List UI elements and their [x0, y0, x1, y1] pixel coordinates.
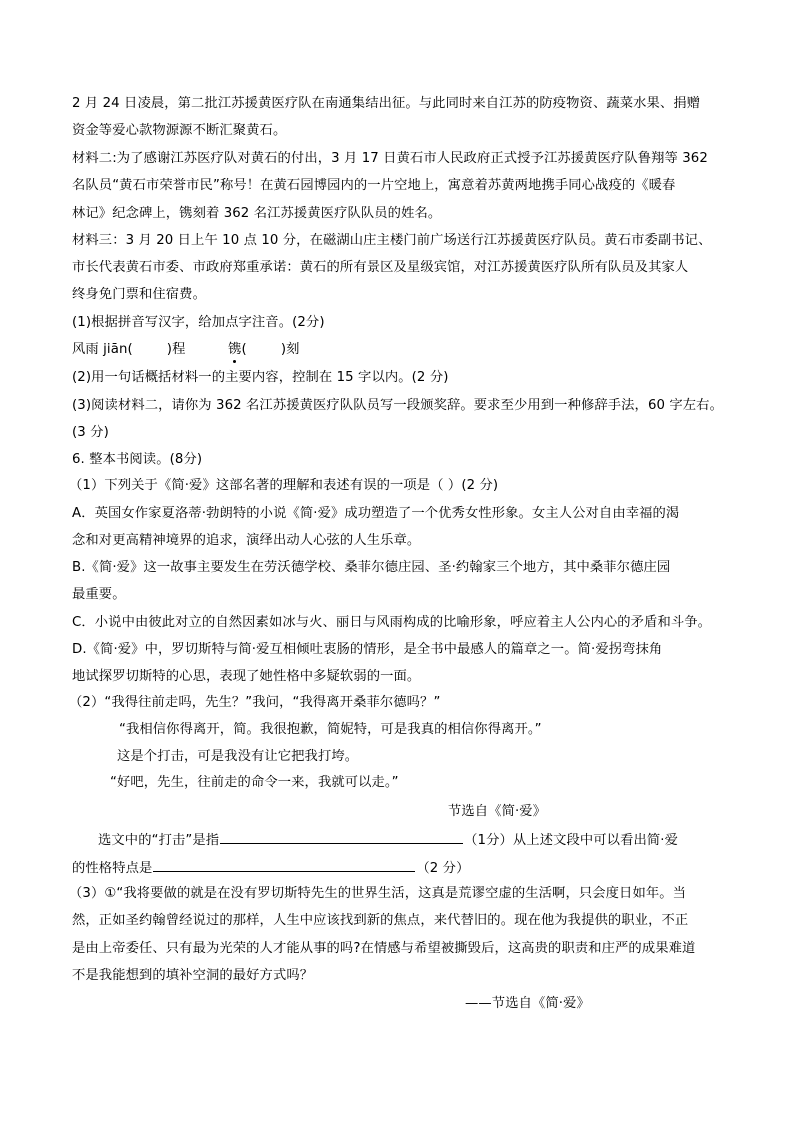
passage-2-line: （2）“我得往前走吗，先生？”我问，“我得离开桑菲尔德吗？” — [69, 695, 441, 710]
passage-3-line: （3）①“我将要做的就是在没有罗切斯特先生的世界生活，这真是荒谬空虚的生活啊，只会度日如年。当 — [69, 886, 687, 901]
answer-blank[interactable] — [220, 830, 463, 844]
passage-3-line: 不是我能想到的填补空洞的最好方式吗？ — [72, 968, 314, 983]
option-b: B.《简·爱》这一故事主要发生在劳沃德学校、桑菲尔德庄园、圣·约翰家三个地方，其中桑菲尔德庄园 — [72, 560, 671, 575]
material-two-line: 材料二:为了感谢江苏医疗队对黄石的付出，3 月 17 日黄石市人民政府正式授予江苏援黄医疗队鲁翔等 362 — [72, 151, 708, 166]
option-c: C．小说中由彼此对立的自然因素如冰与火、丽日与风雨构成的比喻形象，呼应着主人公内心的矛盾和斗争。 — [72, 615, 712, 630]
text-line: 林记》纪念碑上，镌刻着 362 名江苏援黄医疗队队员的姓名。 — [72, 206, 442, 221]
option-a-cont: 念和对更高精神境界的追求，演绎出动人心弦的人生乐章。 — [72, 533, 421, 548]
option-d: D.《简·爱》中，罗切斯特与简·爱互相倾吐衷肠的情形，是全书中最感人的篇章之一。简·爱拐弯抹角 — [72, 642, 663, 657]
pinyin-item-b-end: )刻 — [280, 342, 300, 357]
passage-2-line: “我相信你得离开，简。我很抱歉，简妮特，可是我真的相信你得离开。” — [119, 722, 542, 737]
option-a: A．英国女作家夏洛蒂·勃朗特的小说《简·爱》成功塑造了一个优秀女性形象。女主人公对自由幸福的渴 — [72, 506, 680, 521]
pinyin-item-a-end: )程 — [166, 342, 186, 357]
section-6-title: 6. 整本书阅读。(8分) — [72, 452, 203, 467]
text-line: 资金等爱心款物源源不断汇聚黄石。 — [72, 123, 287, 138]
fill-blank-2: 的性格特点是 （2 分） — [72, 858, 469, 878]
text-line: 2 月 24 日凌晨，第二批江苏援黄医疗队在南通集结出征。与此同时来自江苏的防疫物资、蔬菜水果、捐赠 — [72, 96, 701, 111]
question-2: (2)用一句话概括材料一的主要内容，控制在 15 字以内。(2 分) — [72, 370, 449, 385]
passage-2-line: 这是个打击，可是我没有让它把我打垮。 — [117, 749, 359, 764]
material-three-line: 材料三：3 月 20 日上午 10 点 10 分，在磁湖山庄主楼门前广场送行江苏援黄医疗队员。黄石市委副书记、 — [72, 233, 712, 248]
passage-2-source: 节选自《简·爱》 — [448, 804, 547, 819]
passage-2-line: “好吧，先生，往前走的命令一来，我就可以走。” — [110, 775, 399, 790]
pinyin-line: 风雨 jiān( )程 镌( )刻 — [72, 342, 300, 357]
pinyin-item-a: 风雨 jiān( — [72, 342, 133, 357]
passage-3-line: 是由上帝委任、只有最为光荣的人才能从事的吗?在情感与希望被撕毁后，这高贵的职责和庄严的成果难道 — [72, 941, 696, 956]
option-b-cont: 最重要。 — [72, 587, 126, 602]
fill-blank-1: 选文中的“打击”是指 （1分）从上述文段中可以看出简·爱 — [98, 830, 678, 850]
passage-3-line: 然，正如圣约翰曾经说过的那样，人生中应该找到新的焦点，来代替旧的。现在他为我提供的职业，不正 — [72, 913, 689, 928]
option-d-cont: 地试探罗切斯特的心思，表现了她性格中多疑软弱的一面。 — [72, 669, 421, 684]
text-line: 终身免门票和住宿费。 — [72, 287, 206, 302]
question-3: (3)阅读材料二，请你为 362 名江苏援黄医疗队队员写一段颁奖辞。要求至少用到一种修辞手法，60 字左右。 — [72, 398, 723, 413]
answer-blank[interactable] — [153, 858, 415, 872]
text-line: 市长代表黄石市委、市政府郑重承诺：黄石的所有景区及星级宾馆，对江苏援黄医疗队所有队员及其家人 — [72, 260, 689, 275]
section-6-question-1: （1）下列关于《简·爱》这部名著的理解和表述有误的一项是（ ）(2 分) — [69, 478, 499, 493]
question-1: (1)根据拼音写汉字，给加点字注音。(2分) — [72, 315, 325, 330]
text-line: 名队员“黄石市荣誉市民”称号！在黄石园博园内的一片空地上，寓意着苏黄两地携手同心战疫的《暖春 — [72, 178, 676, 193]
passage-3-source: ——节选自《简·爱》 — [465, 996, 590, 1011]
dotted-char: 镌 — [228, 342, 242, 357]
question-3-score: (3 分) — [72, 425, 109, 440]
